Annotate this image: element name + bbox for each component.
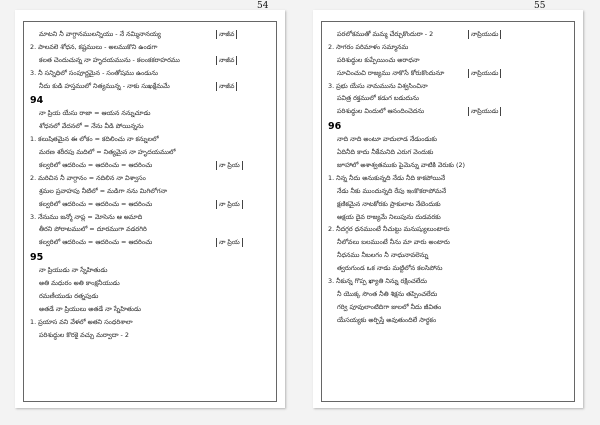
lyric-line [328, 28, 570, 41]
refrain-marker: నాజీవ [216, 56, 237, 65]
lyric-line [30, 316, 272, 329]
lyric-line [328, 67, 570, 80]
lyric-line [328, 159, 570, 172]
lyric-text: నీధనము నీబలగం నీ నాధునావలెన్ను [337, 251, 429, 260]
lyric-line [30, 236, 272, 249]
lyric-line [328, 198, 570, 211]
lyric-text: రమణీయుడు రత్నపుడు [39, 292, 99, 301]
left-page [15, 1, 285, 408]
lyric-line [328, 146, 570, 159]
refrain-marker: నాజీవ [216, 30, 237, 39]
lyric-text: 3. ప్రభు యేసు నామమును విశ్వసించినా [328, 81, 428, 90]
lyric-text: శోధనలో వేదనలో = నేను వీడి పోయిన్నను [39, 122, 144, 131]
page-frame [321, 21, 575, 402]
lyric-text: 2. సాగరం పరిమాళం సమ్మానమ [328, 42, 409, 51]
lyric-text: నా ప్రియుడు నా స్నేహితుడు [39, 266, 108, 275]
lyric-line [328, 133, 570, 146]
refrain-marker: నాజీవ [216, 82, 237, 91]
lyric-text: 3. నీ సన్నిధిలో సంపూర్ణమైన - సంతోషము ఉండును [30, 68, 158, 77]
lyric-line [328, 92, 570, 105]
lyric-line [30, 159, 272, 172]
lyric-text: కలత చెందుచున్న నా హృదయమును - కలంకకరాహరము [39, 55, 180, 64]
right-page [313, 1, 583, 408]
lyric-line [30, 211, 272, 224]
lyric-line [328, 80, 570, 93]
lyric-text: గర్వి పూవులాంటిదిగా జులలో నీదు జీవితం [337, 302, 442, 311]
refrain-marker: నా ప్రియ [216, 200, 243, 209]
lyric-text: 2. మరిచిన నీ వాగ్దానం = నదిలిన నా విశ్వాసం [30, 173, 146, 182]
lyric-text: నీదు కుడి హస్తములో నిత్యమున్న - నాకు సుఖక్షేమమే [39, 81, 170, 90]
lyric-text: 3. నేనుము జన్మో నాప్ల = మోసెను ఆ అమాది [30, 212, 143, 221]
lyric-text: నీ యొక్క సొంత నీతి శిక్షను తప్పించలేదు [337, 289, 438, 298]
lyric-text: జూహాలో అశాశ్వతముకు పైమెన్ను వాటికి వెరుకు (2) [337, 161, 466, 170]
lyric-line [328, 236, 570, 249]
page-frame [23, 21, 277, 402]
lyric-line [30, 80, 272, 93]
lyric-line [30, 67, 272, 80]
refrain-marker: నా ప్రియ [216, 161, 243, 170]
lyric-text: త్వరుగుండ ఒక నాడు మట్టిలోన కలసిపోను [337, 264, 443, 273]
refrain-marker: నాప్రియుడు [468, 30, 501, 39]
lyric-line [328, 211, 570, 224]
lyric-text: 2. నీదగ్గర ధనముంటే నీచుట్టు మనుష్యులుంటారు [328, 225, 450, 234]
lyric-text: 1. నిన్న నీదు అనుకున్నది నేడు నీది కాకపోయినే [328, 173, 446, 182]
lyric-line [30, 41, 272, 54]
lyric-line [328, 41, 570, 54]
song-number-heading: 95 [30, 252, 44, 264]
lyric-line [30, 264, 272, 277]
refrain-marker: నాప్రియుడు [468, 69, 501, 78]
lyric-line [328, 223, 570, 236]
lyric-text: 1. ప్రయాస వని వేళలో అతని సంధరిశాలా [30, 317, 133, 326]
song-text [328, 28, 570, 327]
lyric-line [328, 275, 570, 288]
lyric-text: 2. పాలవలె శోధన, కష్టములు - అలముకొని ఉండగా [30, 42, 158, 51]
song-text [30, 28, 272, 342]
lyric-text: పరలోకముతో మమ్మ చేర్చుకొందురా - 2 [337, 30, 434, 38]
lyric-line [30, 277, 272, 290]
lyric-text: 3. నీకున్న గొప్ప ఖ్యాతి నిన్ను రక్షించలేదు [328, 277, 428, 286]
lyric-text: నాది నాది అంటూ వాదులాడ నేడుండుకు [337, 135, 437, 144]
lyric-line [328, 301, 570, 314]
lyric-line [328, 288, 570, 301]
lyric-line [30, 107, 272, 120]
lyric-line [30, 146, 272, 159]
lyric-line [328, 185, 570, 198]
lyric-text: 1. కలుషితమైన ఈ లోకం = కదిలించు నా కన్నులలో [30, 135, 159, 144]
lyric-text: నా ప్రియ యేసు రాజా = ఆయన నన్నుచూడు [39, 109, 151, 118]
lyric-text: అతి మధురం అతి కాంక్షనీయుడు [39, 279, 120, 288]
lyric-line [30, 303, 272, 316]
lyric-line [328, 249, 570, 262]
lyric-text: సూచించుచి రాజ్యము నాకొసే కోరుకొందునూ [337, 68, 445, 77]
page-number: 54 [257, 1, 269, 11]
page-number: 55 [534, 1, 546, 11]
lyric-text: కల్వరిలో ఆదరించు = ఆదరించు = ఆదరించు [39, 199, 153, 208]
lyric-text: తీరని పోరాటములో = దూరముగా వడరగిరి [39, 225, 147, 234]
lyric-text: శ్రమల ప్రవాహపు నీటిలో = మడిగా నను మిగిలోగనా [39, 186, 168, 195]
lyric-line [30, 133, 272, 146]
lyric-text: అతడే నా ప్రియులు అతడే నా స్నేహితుడు [39, 304, 141, 313]
lyric-line [30, 290, 272, 303]
lyric-line [30, 54, 272, 67]
refrain-marker: నాప్రియుడు [468, 107, 501, 116]
lyric-line [30, 28, 272, 41]
lyric-text: పరిశుద్ధుల కుప్పేయించు అరాధనా [337, 55, 420, 64]
lyric-text: అక్షయ దైవ రాజ్యమే నిలుపును దుడవరకు [337, 212, 441, 221]
lyric-line [30, 120, 272, 133]
lyric-line [30, 172, 272, 185]
lyric-text: మాటని నీ వాగ్దానములన్నియు - నే నమ్మినానయ్య [39, 30, 161, 38]
lyric-text: పరిశుద్ధుల కొరకై వచ్చు మర్వాదా - 2 [39, 330, 129, 339]
song-number-heading: 94 [30, 95, 44, 107]
lyric-text: కల్వరిలో ఆదరించు = ఆదరించు = ఆదరించు [39, 238, 153, 247]
lyric-line [328, 262, 570, 275]
lyric-text: కల్వరిలో ఆదరించు = ఆదరించు = ఆదరించు [39, 161, 153, 170]
lyric-line [328, 105, 570, 118]
lyric-text: నేడు నీకు ముందున్నది రేపు ఇంకొకరాపోమనే [337, 186, 447, 195]
lyric-text: ఏదినీది కాదు నీకేమనిది ఎరుగ వెందుకు [337, 148, 434, 157]
lyric-line [30, 329, 272, 342]
lyric-text: యేసయ్యకు అర్పిస్తే అవుతుందిలే సార్థకం [337, 315, 437, 324]
lyric-text: నీలోవలు బలముంటే నీను మా వారు అంటారు [337, 238, 450, 247]
lyric-line [328, 172, 570, 185]
lyric-text: పవిత్ర రక్తములో కడుగ బడుదును [337, 94, 419, 103]
lyric-line [328, 54, 570, 67]
lyric-line [328, 314, 570, 327]
lyric-line [30, 185, 272, 198]
lyric-text: పరిశుద్ధుల విందులో ఆనందించెదను [337, 107, 425, 116]
lyric-line [30, 198, 272, 211]
song-number-heading: 96 [328, 121, 342, 133]
refrain-marker: నా ప్రియ [216, 238, 243, 247]
lyric-text: మరణ శరీరపు మదిలో = నిత్యమైన నా హృదయములో [39, 148, 176, 157]
lyric-text: క్షణికమైన నాటకోరకు ప్రాకులాట నేటెందుకు [337, 199, 441, 208]
lyric-line [30, 223, 272, 236]
